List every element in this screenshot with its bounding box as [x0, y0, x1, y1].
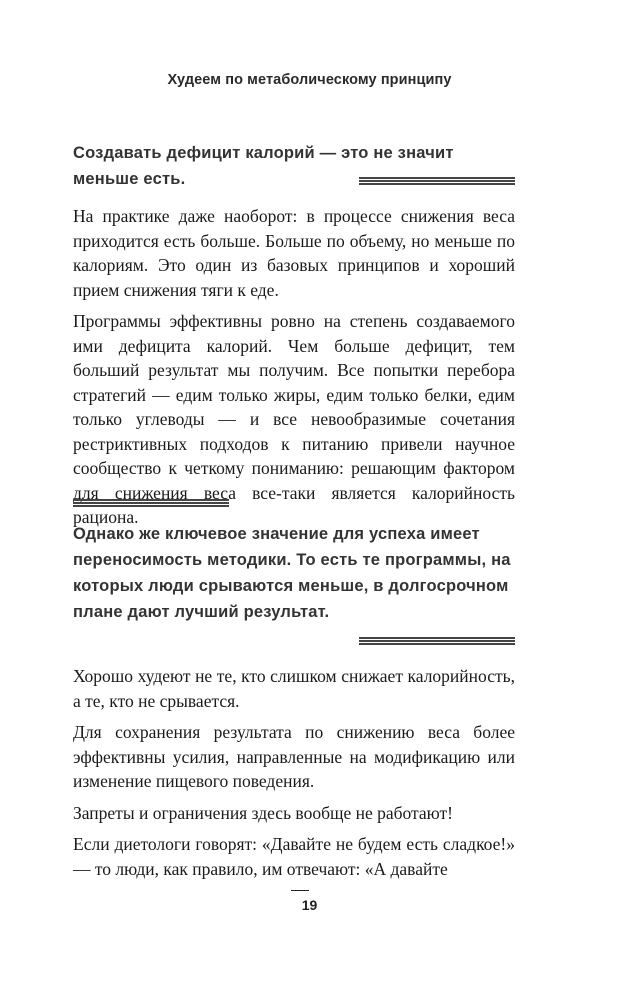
paragraph: Программы эффективны ровно на степень создаваемого ими дефицита калорий. Чем больше дефицит, тем больший результат мы получим. Все попытки перебора стратегий — едим только жиры, едим только белки, едим только углеводы — и все невообразимые сочетания рестриктивных подходов к питанию привели научное сообщество к четкому пониманию: решающим фактором для снижения веса все-таки является калорийность рациона.: [73, 311, 515, 527]
paragraph: Хорошо худеют не те, кто слишком снижает калорийность, а те, кто не срывается.: [73, 666, 515, 711]
body-section-2: [73, 664, 515, 888]
page-number-rule: [291, 890, 309, 891]
paragraph: Для сохранения результата по снижению веса более эффективны усилия, направленные на модификацию или изменение пищевого поведения.: [73, 722, 515, 791]
divider-rule: [359, 637, 515, 645]
paragraph: Если диетологи говорят: «Давайте не будем есть сладкое!» — то люди, как правило, им отвечают: «А давайте: [73, 834, 515, 879]
paragraph: На практике даже наоборот: в процессе снижения веса приходится есть больше. Больше по объему, но меньше по калориям. Это один из базовых принципов и хороший прием снижения тяги к еде.: [73, 206, 515, 300]
callout-calorie-deficit: Создавать дефицит калорий — это не значит меньше есть.: [73, 144, 454, 188]
paragraph: Запреты и ограничения здесь вообще не работают!: [73, 802, 453, 823]
page-number: 19: [301, 897, 318, 913]
divider-rule: [73, 499, 229, 507]
callout-method-tolerability: Однако же ключевое значение для успеха имеет переносимость методики. То есть те программы, на которых люди срываются меньше, в долгосрочном плане дают лучший результат.: [73, 525, 511, 621]
divider-rule: [359, 177, 515, 185]
body-section-1: [73, 204, 515, 537]
running-header: Худеем по метаболическому принципу: [167, 72, 452, 88]
